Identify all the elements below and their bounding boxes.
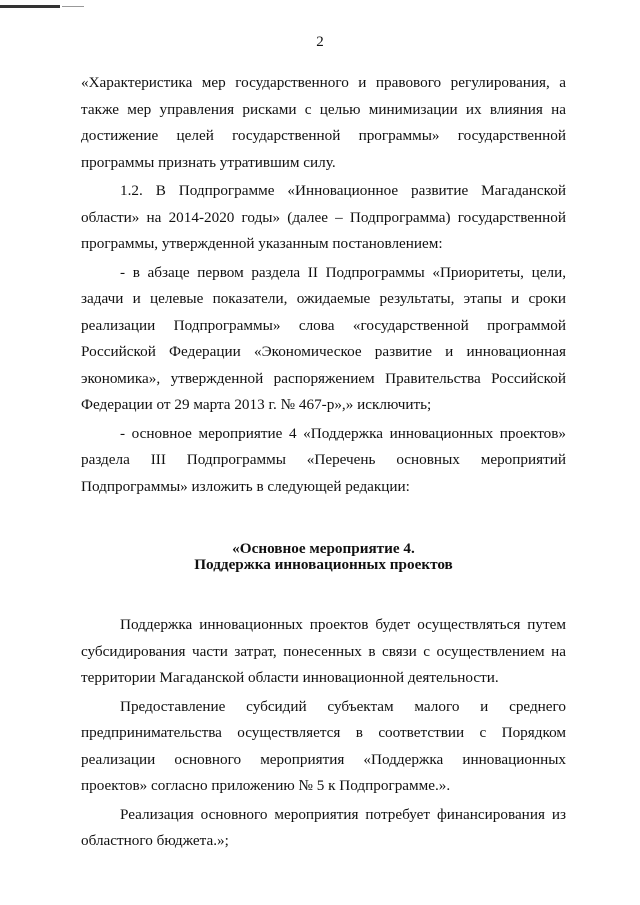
heading-line-2: Поддержка инновационных проектов [194, 556, 453, 573]
paragraph-financing: Реализация основного мероприятия потребует финансирования из областного бюджета.»; [81, 805, 566, 849]
paragraph-section-2-amendment: - в абзаце первом раздела II Подпрограммы «Приоритеты, цели, задачи и целевые показатели, ожидаемые результаты, этапы и сроки реализации Подпрограммы» слова «государственной программой Российской Федерации «Экономическое развитие и инновационная экономика», утвержденной распоряжением Правительства Российской Федерации от 29 марта 2013 г. № 467-р»,» исключить; [81, 263, 566, 413]
paragraph-measure-4-amendment: - основное мероприятие 4 «Поддержка инновационных проектов» раздела III Подпрограммы «Перечень основных мероприятий Подпрограммы» изложить в следующей редакции: [81, 424, 566, 495]
heading-line-1: «Основное мероприятие 4. [232, 540, 415, 557]
paragraph-characteristics: «Характеристика мер государственного и правового регулирования, а также мер управления рисками с целью минимизации их влияния на достижение целей государственной программы» государственной программы признать утратившим силу. [81, 74, 566, 171]
section-heading [81, 541, 566, 573]
scan-edge-mark-thin [62, 6, 84, 7]
paragraph-clause-1-2: 1.2. В Подпрограмме «Инновационное развитие Магаданской области» на 2014-2020 годы» (далее – Подпрограмма) государственной программы, утвержденной указанным постановлением: [81, 182, 566, 252]
paragraph-support-description: Поддержка инновационных проектов будет осуществляться путем субсидирования части затрат, понесенных в связи с осуществлением на территории Магаданской области инновационной деятельности. [81, 616, 566, 686]
paragraph-subsidies: Предоставление субсидий субъектам малого и среднего предпринимательства осуществляется в соответствии с Порядком реализации основного мероприятия «Поддержка инновационных проектов» согласно приложению № 5 к Подпрограмме.». [81, 697, 566, 794]
document-body [81, 70, 566, 855]
scan-edge-mark [0, 5, 60, 8]
page-number: 2 [316, 34, 324, 50]
